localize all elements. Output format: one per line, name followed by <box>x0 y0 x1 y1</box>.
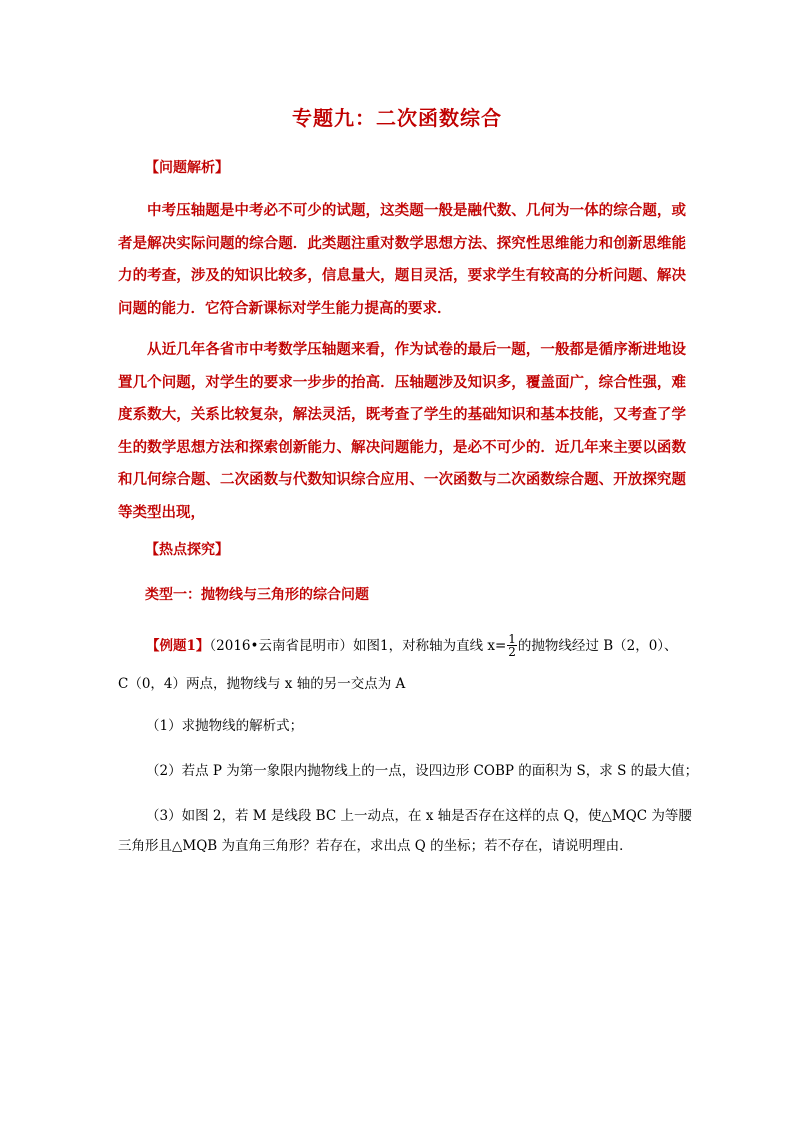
example-1-text-before-fraction: （2016•云南省昆明市）如图1，对称轴为直线 x= <box>209 638 507 654</box>
example-1-label: 【例题1】 <box>146 638 210 654</box>
section-heading-problem-analysis: 【问题解析】 <box>145 160 229 176</box>
example-1-statement-line2: C（0，4）两点，抛物线与 x 轴的另一交点为 A <box>118 676 406 692</box>
paragraph-intro-2: 从近几年各省市中考数学压轴题来看，作为试卷的最后一题，一般都是循序渐进地设置几个问题，对学生的要求一步步的抬高．压轴题涉及知识多，覆盖面广，综合性强，难度系数大，关系比较复杂，解法灵活，既考查了学生的基础知识和基本技能，又考查了学生的数学思想方法和探索创新能力、解决问题能力，是必不可少的．近几年来主要以函数和几何综合题、二次函数与代数知识综合应用、一次函数与二次函数综合题、开放探究题等类型出现， <box>118 341 686 521</box>
fraction-one-half <box>507 633 517 658</box>
question-2: （2）若点 P 为第一象限内抛物线上的一点，设四边形 COBP 的面积为 S，求 S 的最大值； <box>146 763 699 779</box>
type-one-heading: 类型一：抛物线与三角形的综合问题 <box>145 587 369 603</box>
question-3-line1: （3）如图 2，若 M 是线段 BC 上一动点，在 x 轴是否存在这样的点 Q，使△MQC 为等腰 <box>146 808 692 824</box>
question-1: （1）求抛物线的解析式； <box>146 718 304 734</box>
question-3-line2: 三角形且△MQB 为直角三角形？若存在，求出点 Q 的坐标；若不存在，请说明理由． <box>118 838 633 854</box>
example-1-statement-line1 <box>146 634 706 659</box>
section-heading-hot-topics: 【热点探究】 <box>145 542 229 558</box>
fraction-numerator: 1 <box>508 632 516 646</box>
fraction-denominator: 2 <box>508 645 516 659</box>
document-title: 专题九：二次函数综合 <box>292 106 502 130</box>
paragraph-intro-1: 中考压轴题是中考必不可少的试题，这类题一般是融代数、几何为一体的综合题，或者是解决实际问题的综合题．此类题注重对数学思想方法、探究性思维能力和创新思维能力的考查，涉及的知识比较多，信息量大，题目灵活，要求学生有较高的分析问题、解决问题的能力．它符合新课标对学生能力提高的要求． <box>118 202 686 317</box>
example-1-text-after-fraction: 的抛物线经过 B（2，0）、 <box>517 638 678 654</box>
